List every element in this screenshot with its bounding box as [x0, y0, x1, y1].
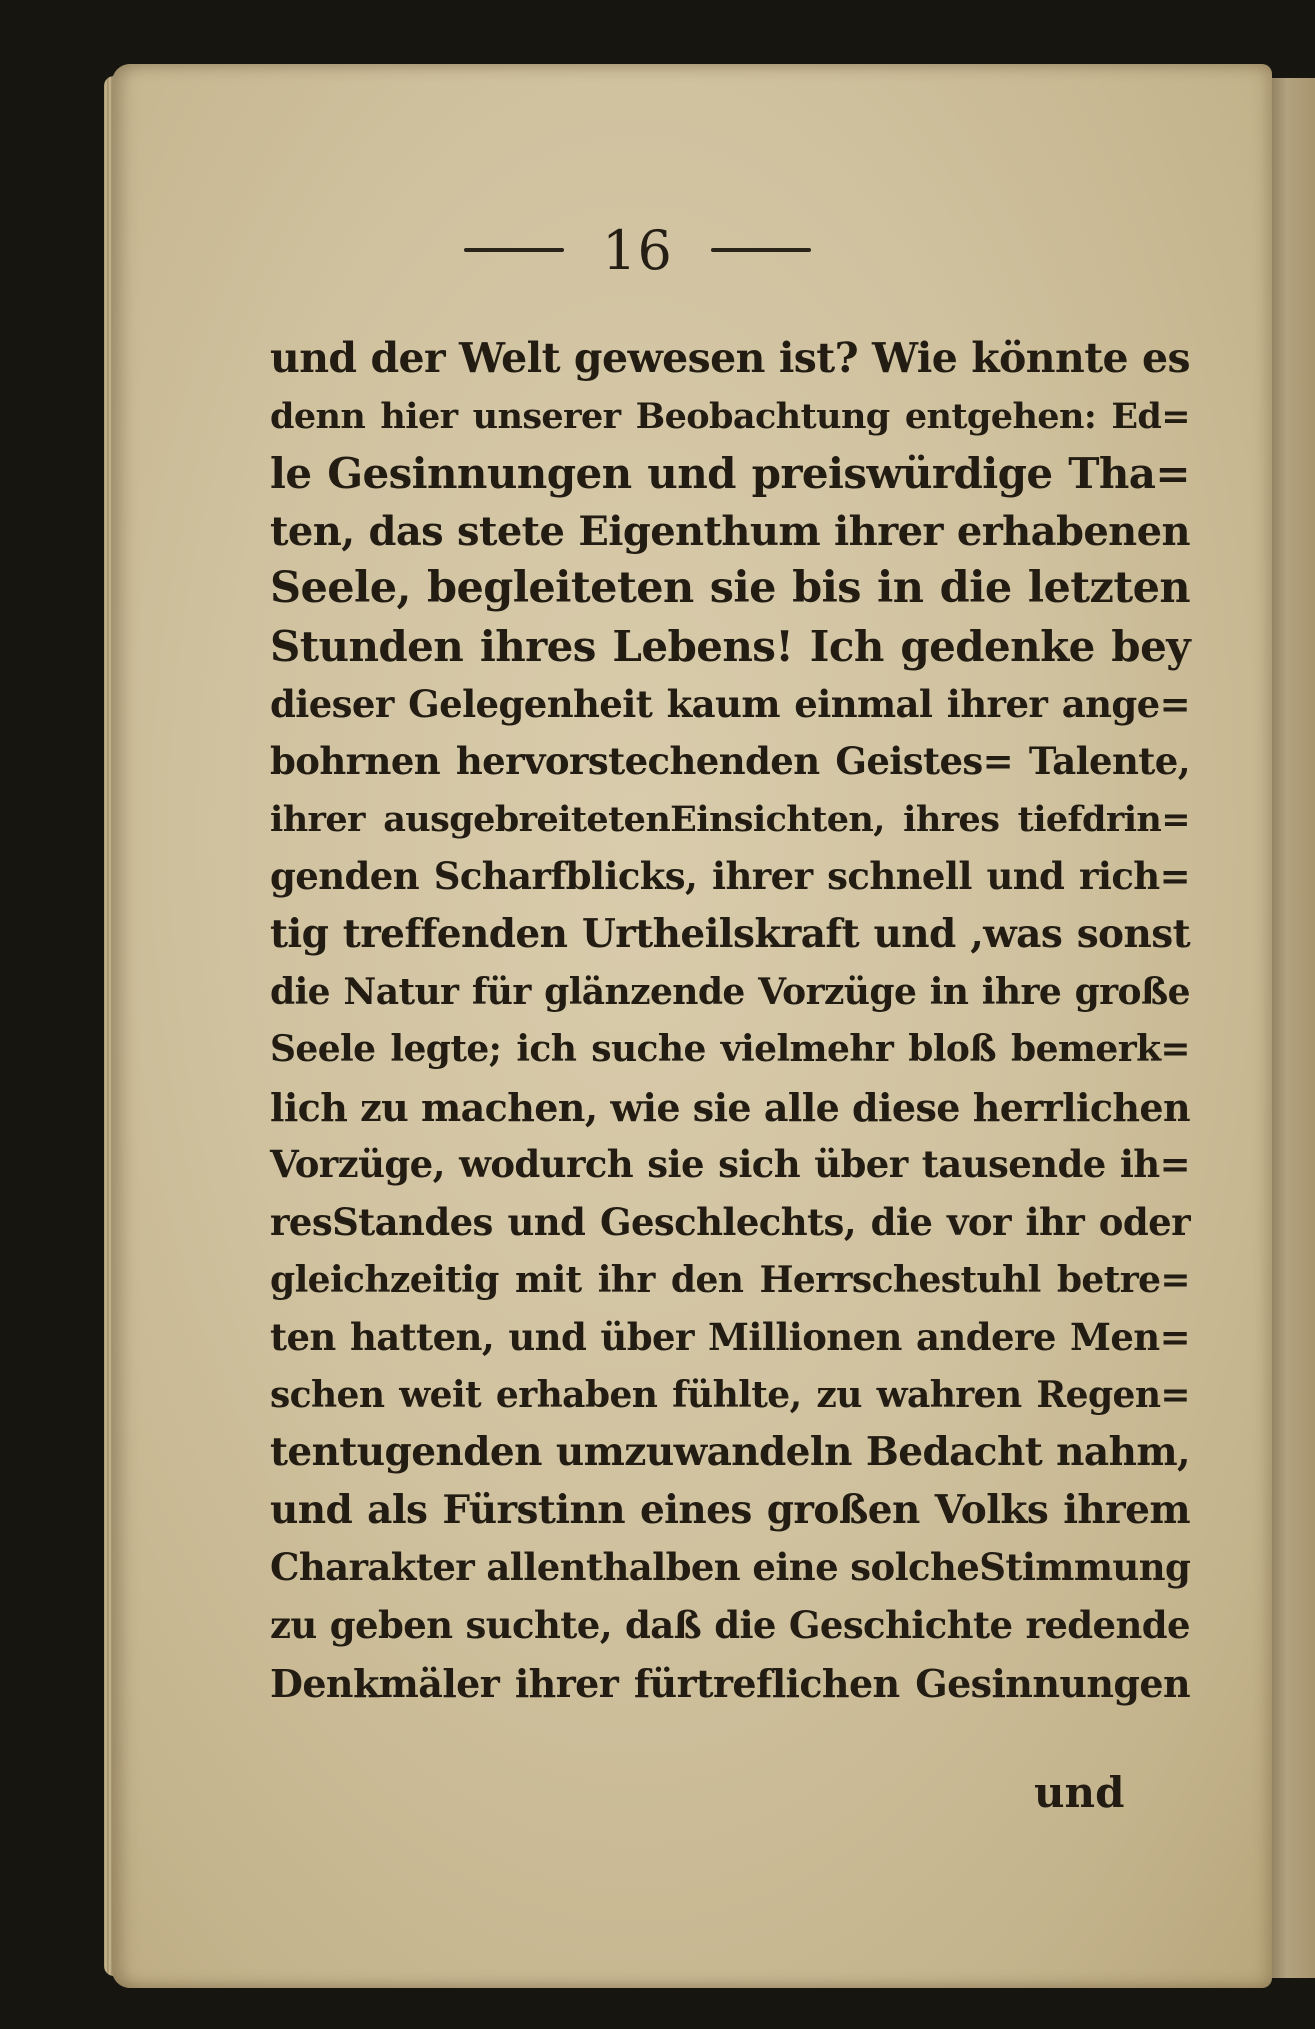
header-rule-right: [711, 248, 811, 252]
text-line: tig treffenden Urtheilskraft und ,was sonst: [270, 910, 1190, 957]
text-line: schen weit erhaben fühlte, zu wahren Regen=: [270, 1373, 1190, 1416]
header-rule-left: [464, 248, 564, 252]
text-line: Denkmäler ihrer fürtreflichen Gesinnungen: [270, 1660, 1190, 1706]
text-line: die Natur für glänzende Vorzüge in ihre große: [270, 970, 1190, 1013]
text-line: genden Scharfblicks, ihrer schnell und rich=: [270, 854, 1190, 899]
text-line: resStandes und Geschlechts, die vor ihr oder: [270, 1199, 1190, 1244]
text-line: dieser Gelegenheit kaum einmal ihrer ange=: [270, 681, 1190, 726]
page-number: 16: [602, 218, 673, 282]
text-line: und der Welt gewesen ist? Wie könnte es: [270, 334, 1190, 382]
text-line: zu geben suchte, daß die Geschichte redende: [270, 1603, 1190, 1648]
text-line: Seele, begleiteten sie bis in die letzten: [270, 563, 1190, 614]
text-line: gleichzeitig mit ihr den Herrschestuhl betre=: [270, 1258, 1190, 1301]
text-line: und als Fürstinn eines großen Volks ihrem: [270, 1486, 1190, 1533]
text-line: ten, das stete Eigenthum ihrer erhabenen: [270, 507, 1190, 555]
text-line: le Gesinnungen und preiswürdige Tha=: [270, 449, 1190, 499]
text-line: Vorzüge, wodurch sie sich über tausende ih=: [270, 1142, 1190, 1187]
text-line: ten hatten, und über Millionen andere Men=: [270, 1315, 1190, 1360]
body-text: [270, 330, 1190, 1712]
text-line: Charakter allenthalben eine solcheStimmung: [270, 1545, 1191, 1590]
text-line: bohrnen hervorstechenden Geistes= Talente,: [270, 739, 1190, 784]
text-line: lich zu machen, wie sie alle diese herrlichen: [270, 1084, 1190, 1130]
text-line: Stunden ihres Lebens! Ich gedenke bey: [270, 621, 1190, 671]
text-line: denn hier unserer Beobachtung entgehen: Ed=: [270, 395, 1190, 437]
text-line: tentugenden umzuwandeln Bedacht nahm,: [270, 1429, 1190, 1476]
catchword: und: [1034, 1768, 1125, 1817]
adjacent-page-edge: [1268, 78, 1315, 1978]
page-header: [0, 210, 1295, 290]
text-line: ihrer ausgebreitetenEinsichten, ihres tiefdrin=: [270, 798, 1190, 840]
text-line: Seele legte; ich suche vielmehr bloß bemerk=: [270, 1028, 1190, 1071]
